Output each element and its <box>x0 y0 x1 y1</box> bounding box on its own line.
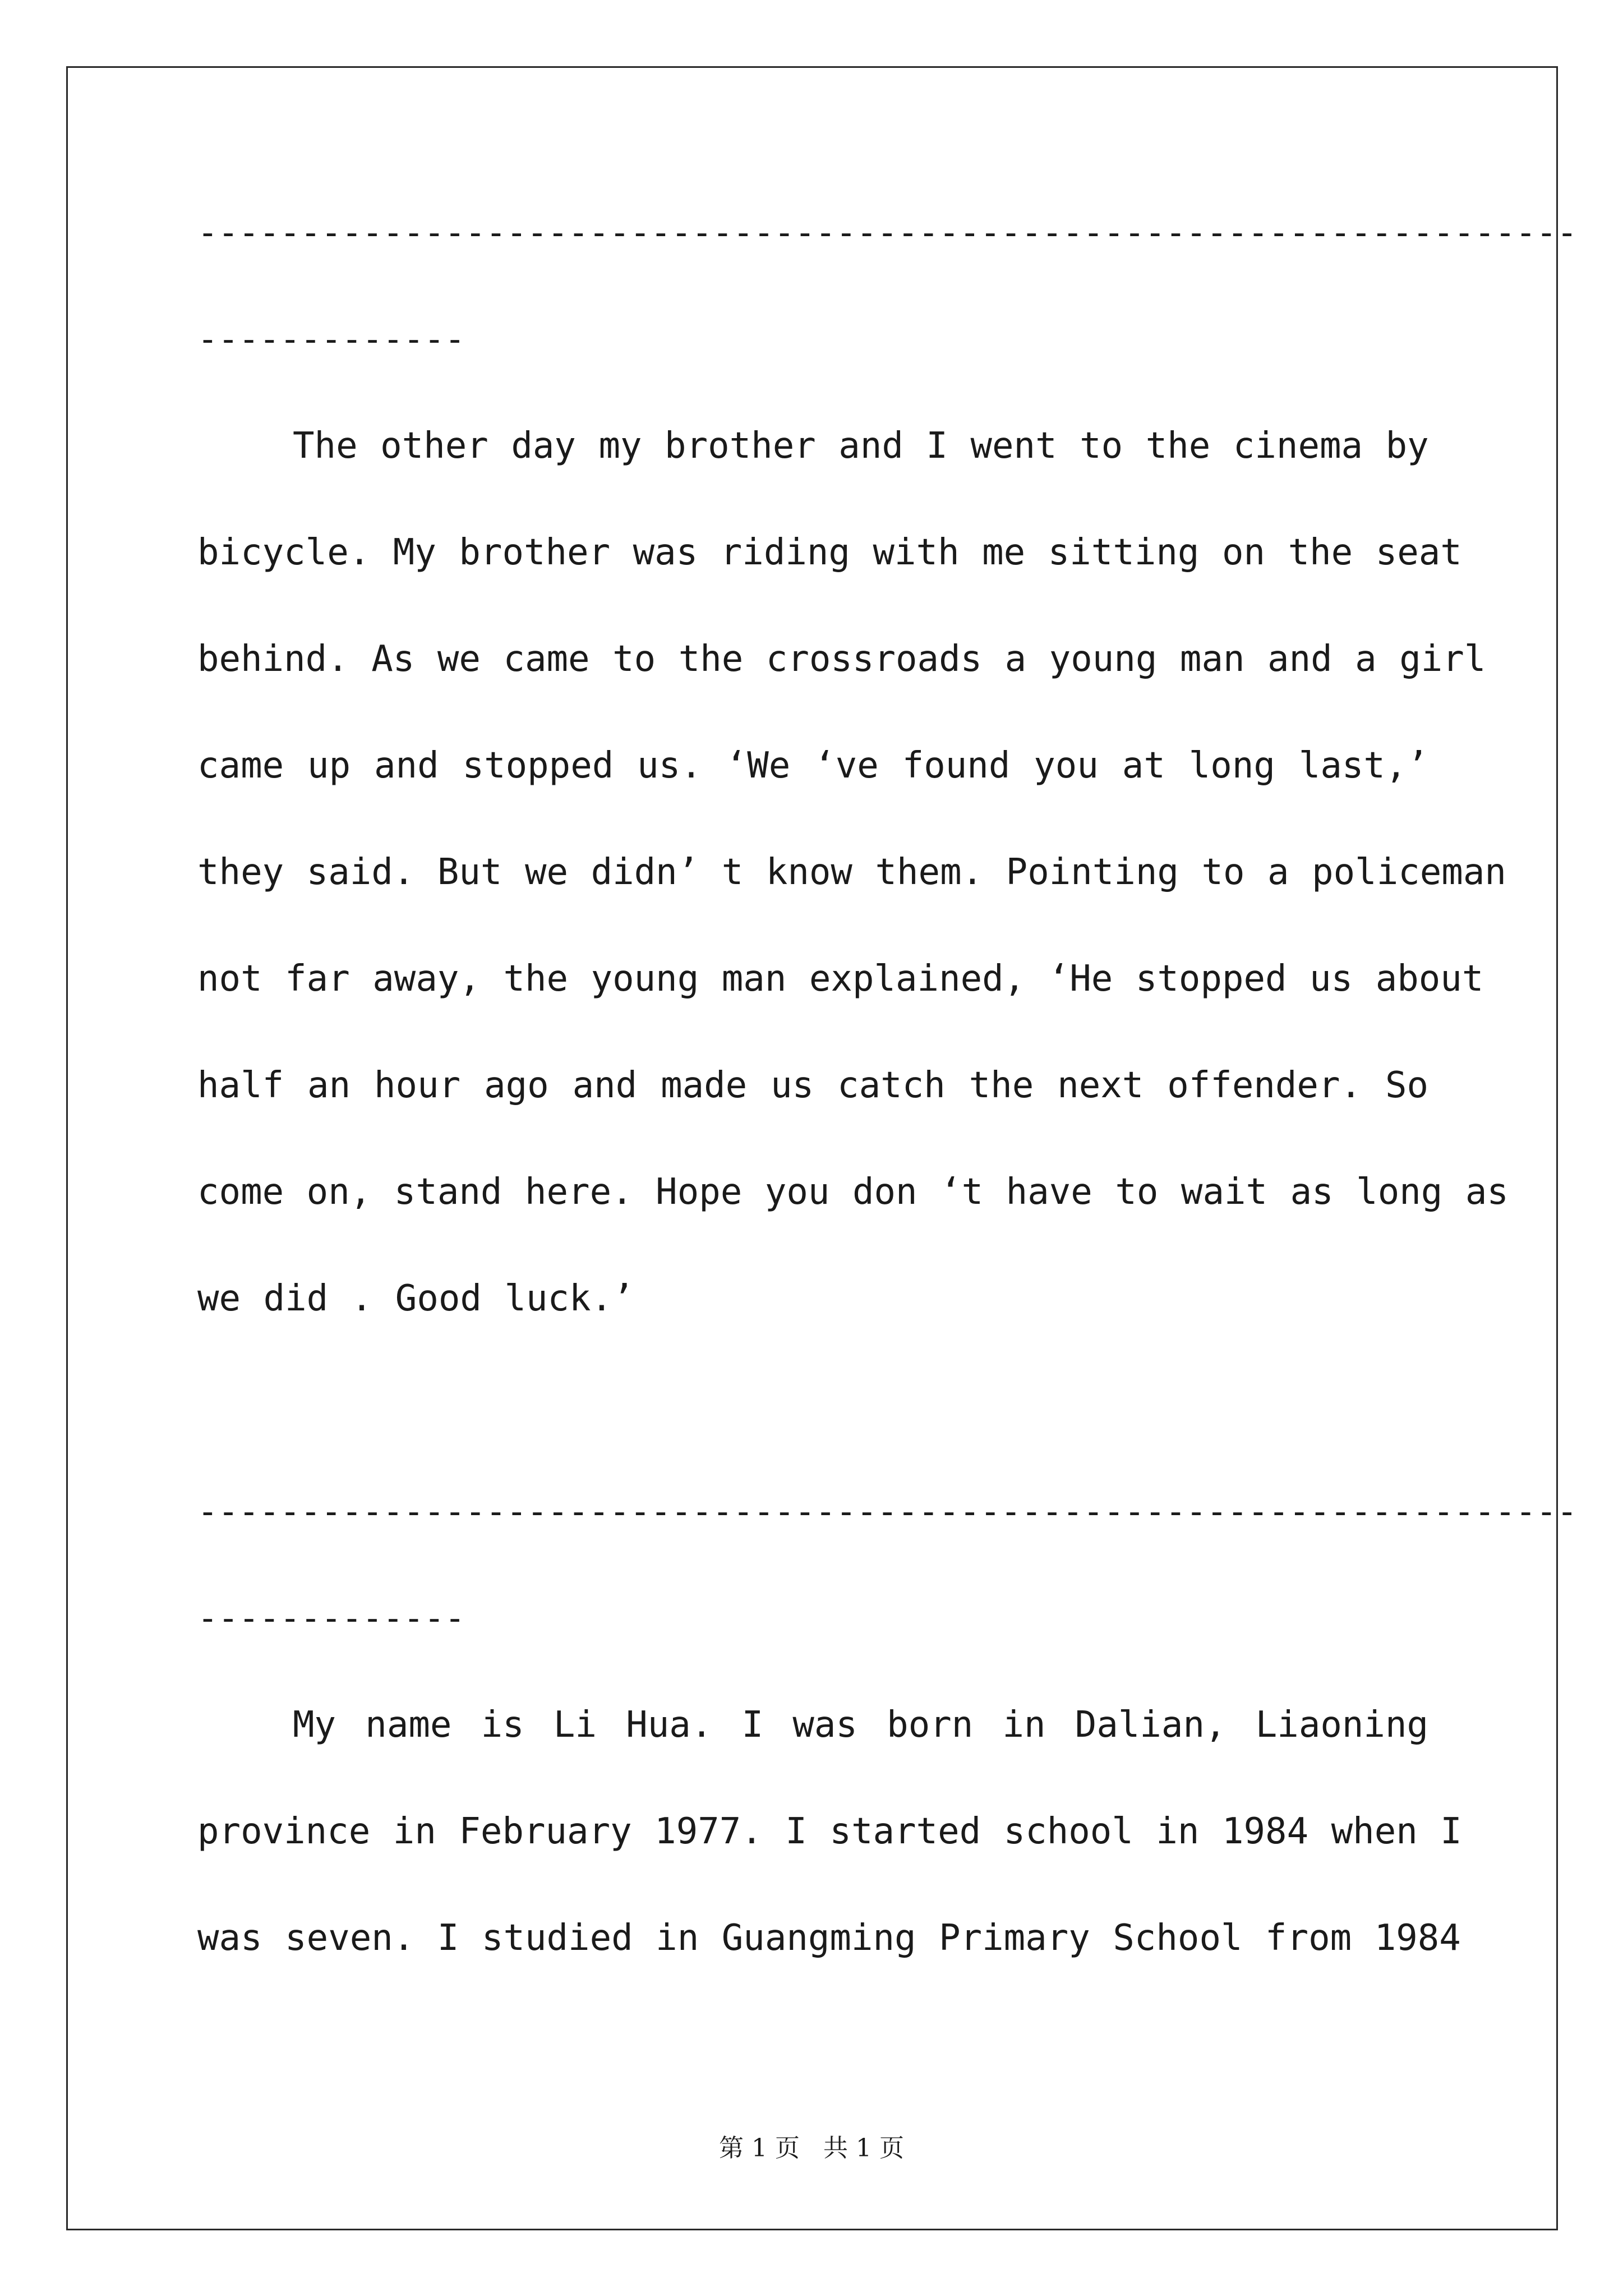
spacer <box>197 1352 1428 1458</box>
paragraph-line: was seven. I studied in Guangming Primary School from 1984 <box>197 1917 1461 1959</box>
separator-line: ------------------------------------------------------------------- <box>197 213 1578 252</box>
paragraph-line: My name is Li Hua. I was born in Dalian, Liaoning <box>293 1704 1428 1746</box>
paragraph-line: bicycle. My brother was riding with me sitting on the seat <box>197 532 1462 573</box>
paragraph <box>197 393 1509 1352</box>
paragraph-line: we did . Good luck.’ <box>197 1278 634 1319</box>
paragraph-line: come on, stand here. Hope you don ‘t have to wait as long as <box>197 1171 1509 1213</box>
paragraph-line: they said. But we didn’ t know them. Pointing to a policeman <box>197 852 1506 893</box>
page-total: 共 1 页 <box>823 2134 904 2162</box>
document-body <box>197 180 1578 1991</box>
paragraph-line: province in February 1977. I started school in 1984 when I <box>197 1811 1462 1852</box>
separator-line: ------------- <box>197 1598 465 1638</box>
page-footer <box>0 2132 1623 2165</box>
paragraph-line: The other day my brother and I went to the cinema by <box>293 425 1429 467</box>
paragraph-line: not far away, the young man explained, ‘He stopped us about <box>197 958 1484 1000</box>
paragraph-line: came up and stopped us. ‘We ‘ve found you at long last,’ <box>197 745 1428 786</box>
paragraph <box>197 1672 1462 1991</box>
separator-line: ------------- <box>197 319 465 359</box>
page-number: 第 1 页 <box>719 2134 800 2162</box>
paragraph-line: half an hour ago and made us catch the next offender. So <box>197 1065 1428 1106</box>
paragraph-line: behind. As we came to the crossroads a young man and a girl <box>197 638 1486 680</box>
separator-line: ------------------------------------------------------------------- <box>197 1492 1578 1531</box>
